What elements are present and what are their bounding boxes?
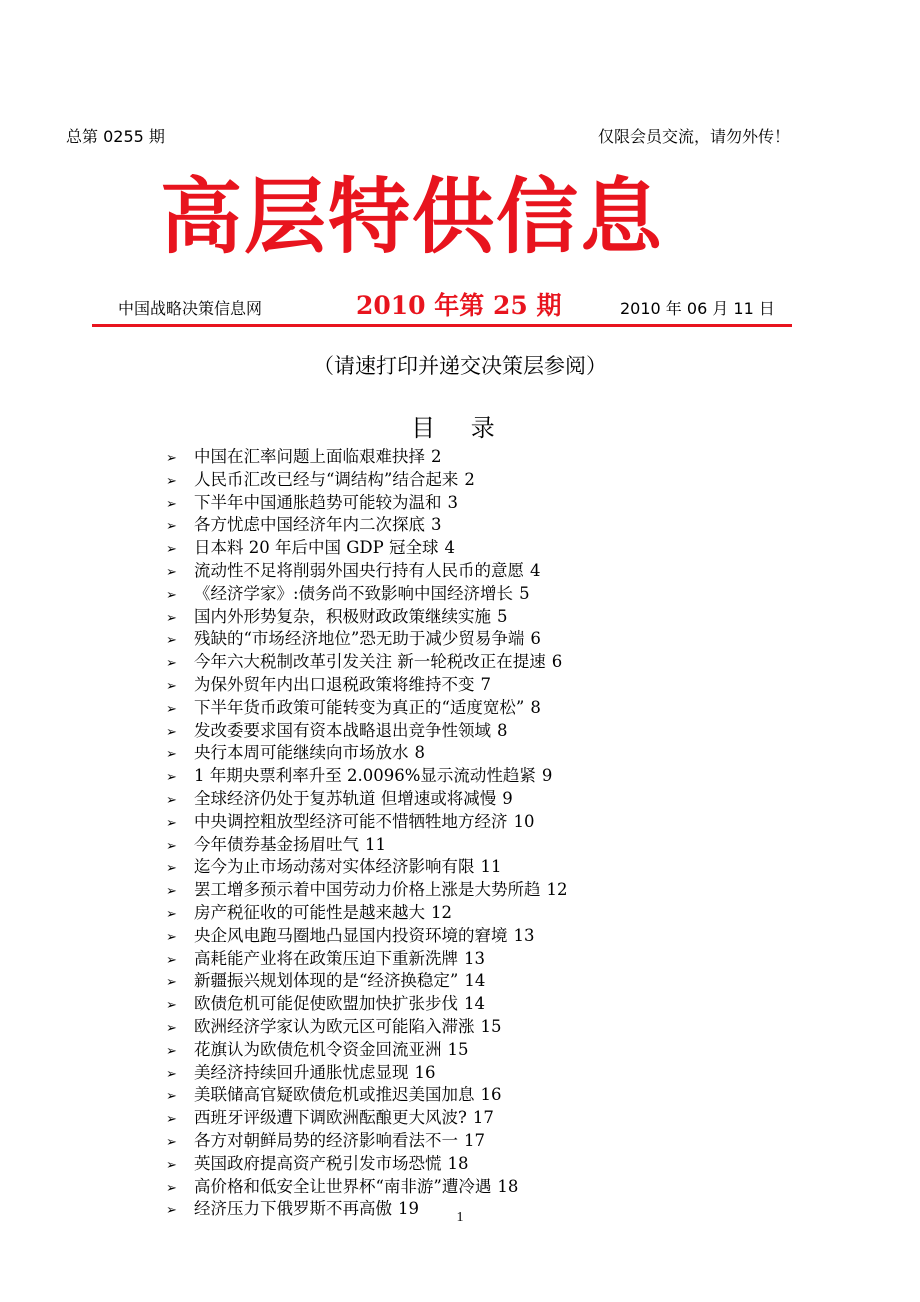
toc-entry-page: 15 [480, 1016, 502, 1036]
arrow-bullet-icon: ➢ [166, 1020, 177, 1036]
toc-entry-page: 14 [464, 971, 486, 991]
publisher-name: 中国战略决策信息网 [118, 299, 263, 318]
arrow-bullet-icon: ➢ [166, 451, 177, 466]
toc-entry-page: 16 [480, 1085, 502, 1105]
arrow-bullet-icon: ➢ [166, 542, 177, 558]
arrow-bullet-icon: ➢ [166, 884, 177, 900]
toc-entry-title: 央企风电跑马圈地凸显国内投资环境的窘境 [194, 925, 508, 945]
arrow-bullet-icon: ➢ [166, 792, 177, 808]
toc-entry[interactable] [166, 1016, 706, 1039]
toc-entry[interactable] [166, 834, 706, 857]
page-number: 1 [456, 1210, 464, 1225]
arrow-bullet-icon: ➢ [166, 929, 177, 945]
toc-entry-title: 新疆振兴规划体现的是“经济换稳定” [194, 971, 459, 991]
toc-entry-page: 8 [497, 720, 508, 740]
arrow-bullet-icon: ➢ [166, 1203, 177, 1219]
arrow-bullet-icon: ➢ [166, 838, 177, 854]
arrow-bullet-icon: ➢ [166, 770, 177, 786]
toc-entry[interactable] [166, 856, 706, 879]
toc-entry-title: 下半年中国通胀趋势可能较为温和 [194, 492, 442, 512]
toc-entry-page: 14 [464, 994, 485, 1014]
toc-entry[interactable] [166, 606, 706, 629]
toc-entry[interactable] [166, 560, 706, 583]
toc-entry-title: 今年债券基金扬眉吐气 [194, 834, 359, 854]
toc-entry-page: 8 [530, 697, 541, 717]
toc-entry-title: 高价格和低安全让世界杯“南非游”遭冷遇 [194, 1176, 492, 1196]
toc-entry-page: 9 [541, 766, 553, 786]
toc-entry-title: 迄今为止市场动荡对实体经济影响有限 [194, 857, 475, 877]
toc-entry[interactable] [166, 446, 706, 469]
toc-entry[interactable] [166, 993, 706, 1016]
arrow-bullet-icon: ➢ [166, 610, 177, 626]
arrow-bullet-icon: ➢ [166, 1112, 177, 1128]
toc-entry-page: 13 [464, 948, 485, 968]
toc-entry-page: 2 [431, 447, 442, 466]
subtitle-instruction: （请速打印并递交决策层参阅） [313, 354, 607, 378]
toc-entry[interactable] [166, 583, 706, 606]
arrow-bullet-icon: ➢ [166, 906, 177, 922]
toc-entry-title: 中国在汇率问题上面临艰难抉择 [194, 447, 425, 466]
toc-entry[interactable] [166, 925, 706, 948]
arrow-bullet-icon: ➢ [166, 656, 177, 672]
toc-entry-title: 欧洲经济学家认为欧元区可能陷入滞涨 [194, 1016, 475, 1036]
toc-entry-page: 17 [472, 1108, 494, 1128]
toc-entry[interactable] [166, 902, 706, 925]
toc-entry-page: 15 [447, 1039, 469, 1059]
arrow-bullet-icon: ➢ [166, 587, 177, 603]
toc-entry-title: 高耗能产业将在政策压迫下重新洗牌 [194, 948, 458, 968]
toc-entry[interactable] [166, 1084, 706, 1107]
arrow-bullet-icon: ➢ [166, 1089, 177, 1105]
toc-entry-title: 发改委要求国有资本战略退出竞争性领域 [194, 720, 491, 740]
toc-title: 目 录 [411, 414, 509, 442]
arrow-bullet-icon: ➢ [166, 678, 177, 694]
toc-entry-title: 罢工增多预示着中国劳动力价格上涨是大势所趋 [194, 880, 541, 900]
arrow-bullet-icon: ➢ [166, 1043, 177, 1059]
toc-entry[interactable] [166, 697, 706, 720]
toc-entry[interactable] [166, 1153, 706, 1176]
toc-entry-title: 房产税征收的可能性是越来越大 [194, 902, 425, 922]
toc-entry[interactable] [166, 628, 706, 651]
toc-entry[interactable] [166, 788, 706, 811]
toc-entry-title: 1 年期央票利率升至 2.0096%显示流动性趋紧 [194, 766, 536, 786]
toc-entry-page: 18 [447, 1153, 469, 1173]
arrow-bullet-icon: ➢ [166, 1134, 177, 1150]
arrow-bullet-icon: ➢ [166, 975, 177, 991]
issue-total-number: 总第 0255 期 [66, 127, 165, 146]
toc-entry-title: 日本料 20 年后中国 GDP 冠全球 [194, 538, 439, 558]
arrow-bullet-icon: ➢ [166, 724, 177, 740]
issue-date: 2010 年 06 月 11 日 [620, 299, 775, 318]
toc-entry[interactable] [166, 651, 706, 674]
toc-entry-title: 全球经济仍处于复苏轨道 但增速或将减慢 [194, 788, 497, 808]
arrow-bullet-icon: ➢ [166, 1157, 177, 1173]
toc-entry-page: 12 [546, 880, 568, 900]
arrow-bullet-icon: ➢ [166, 519, 177, 535]
toc-entry[interactable] [166, 948, 706, 971]
toc-entry-title: 残缺的“市场经济地位”恐无助于减少贸易争端 [194, 629, 525, 649]
toc-entry-page: 12 [431, 902, 452, 922]
toc-entry[interactable] [166, 742, 706, 765]
toc-entry-page: 19 [398, 1199, 419, 1219]
table-of-contents [166, 446, 706, 1221]
toc-entry-page: 13 [513, 925, 535, 945]
arrow-bullet-icon: ➢ [166, 952, 177, 968]
toc-entry-title: 各方对朝鲜局势的经济影响看法不一 [194, 1130, 458, 1150]
toc-entry-page: 18 [497, 1176, 519, 1196]
restriction-notice: 仅限会员交流，请勿外传！ [597, 127, 790, 146]
toc-entry-page: 6 [530, 629, 541, 649]
arrow-bullet-icon: ➢ [166, 998, 177, 1014]
toc-entry[interactable] [166, 879, 706, 902]
toc-entry-page: 11 [365, 834, 386, 854]
toc-entry-title: 欧债危机可能促使欧盟加快扩张步伐 [194, 994, 458, 1014]
toc-entry-page: 17 [464, 1130, 485, 1150]
toc-entry-title: 为保外贸年内出口退税政策将维持不变 [194, 674, 475, 694]
toc-entry[interactable] [166, 1176, 706, 1199]
toc-entry[interactable] [166, 537, 706, 560]
toc-entry-title: 西班牙评级遭下调欧洲酝酿更大风波? [194, 1108, 467, 1128]
toc-entry-title: 经济压力下俄罗斯不再高傲 [194, 1199, 392, 1219]
arrow-bullet-icon: ➢ [166, 633, 177, 649]
toc-entry-title: 央行本周可能继续向市场放水 [194, 743, 409, 763]
toc-entry-title: 花旗认为欧债危机令资金回流亚洲 [194, 1039, 442, 1059]
toc-entry-title: 《经济学家》:债务尚不致影响中国经济增长 [194, 583, 514, 603]
arrow-bullet-icon: ➢ [166, 701, 177, 717]
toc-entry[interactable] [166, 720, 706, 743]
toc-entry[interactable] [166, 492, 706, 515]
toc-entry-page: 9 [502, 788, 513, 808]
toc-entry-page: 11 [480, 857, 502, 877]
issue-label: 2010 年第 25 期 [356, 291, 562, 320]
toc-entry[interactable] [166, 1062, 706, 1085]
arrow-bullet-icon: ➢ [166, 564, 177, 580]
toc-entry-page: 3 [431, 515, 442, 535]
toc-entry-page: 10 [513, 811, 535, 831]
toc-entry[interactable] [166, 514, 706, 537]
arrow-bullet-icon: ➢ [166, 815, 177, 831]
toc-entry[interactable] [166, 970, 706, 993]
toc-entry-page: 5 [519, 583, 530, 603]
toc-entry-page: 3 [447, 492, 458, 512]
toc-entry-title: 英国政府提高资产税引发市场恐慌 [194, 1153, 442, 1173]
arrow-bullet-icon: ➢ [166, 473, 177, 489]
toc-entry-page: 6 [551, 652, 563, 672]
toc-entry-title: 下半年货币政策可能转变为真正的“适度宽松” [194, 697, 525, 717]
toc-entry[interactable] [166, 469, 706, 492]
toc-entry[interactable] [166, 674, 706, 697]
toc-entry[interactable] [166, 811, 706, 834]
toc-entry-title: 人民币汇改已经与“调结构”结合起来 [194, 469, 459, 489]
toc-entry-title: 国内外形势复杂，积极财政政策继续实施 [194, 606, 491, 626]
toc-entry-page: 7 [480, 674, 491, 694]
toc-entry-page: 5 [497, 606, 508, 626]
arrow-bullet-icon: ➢ [166, 861, 177, 877]
toc-entry[interactable] [166, 765, 706, 788]
masthead-title: 高层特供信息 [160, 170, 665, 265]
toc-entry-page: 4 [530, 560, 541, 580]
toc-entry-title: 美联储高官疑欧债危机或推迟美国加息 [194, 1085, 475, 1105]
toc-entry-title: 中央调控粗放型经济可能不惜牺牲地方经济 [194, 811, 508, 831]
toc-entry[interactable] [166, 1039, 706, 1062]
toc-entry-page: 2 [464, 469, 475, 489]
toc-entry[interactable] [166, 1107, 706, 1130]
toc-entry-page: 8 [414, 743, 425, 763]
toc-entry-title: 美经济持续回升通胀忧虑显现 [194, 1062, 409, 1082]
arrow-bullet-icon: ➢ [166, 1180, 177, 1196]
toc-entry[interactable] [166, 1130, 706, 1153]
header-divider [92, 324, 792, 327]
arrow-bullet-icon: ➢ [166, 747, 177, 763]
toc-entry-page: 16 [414, 1062, 436, 1082]
toc-entry-title: 各方忧虑中国经济年内二次探底 [194, 515, 425, 535]
arrow-bullet-icon: ➢ [166, 1066, 177, 1082]
toc-entry-page: 4 [444, 538, 455, 558]
toc-entry-title: 今年六大税制改革引发关注 新一轮税改正在提速 [194, 652, 546, 672]
arrow-bullet-icon: ➢ [166, 496, 177, 512]
toc-entry-title: 流动性不足将削弱外国央行持有人民币的意愿 [194, 560, 524, 580]
